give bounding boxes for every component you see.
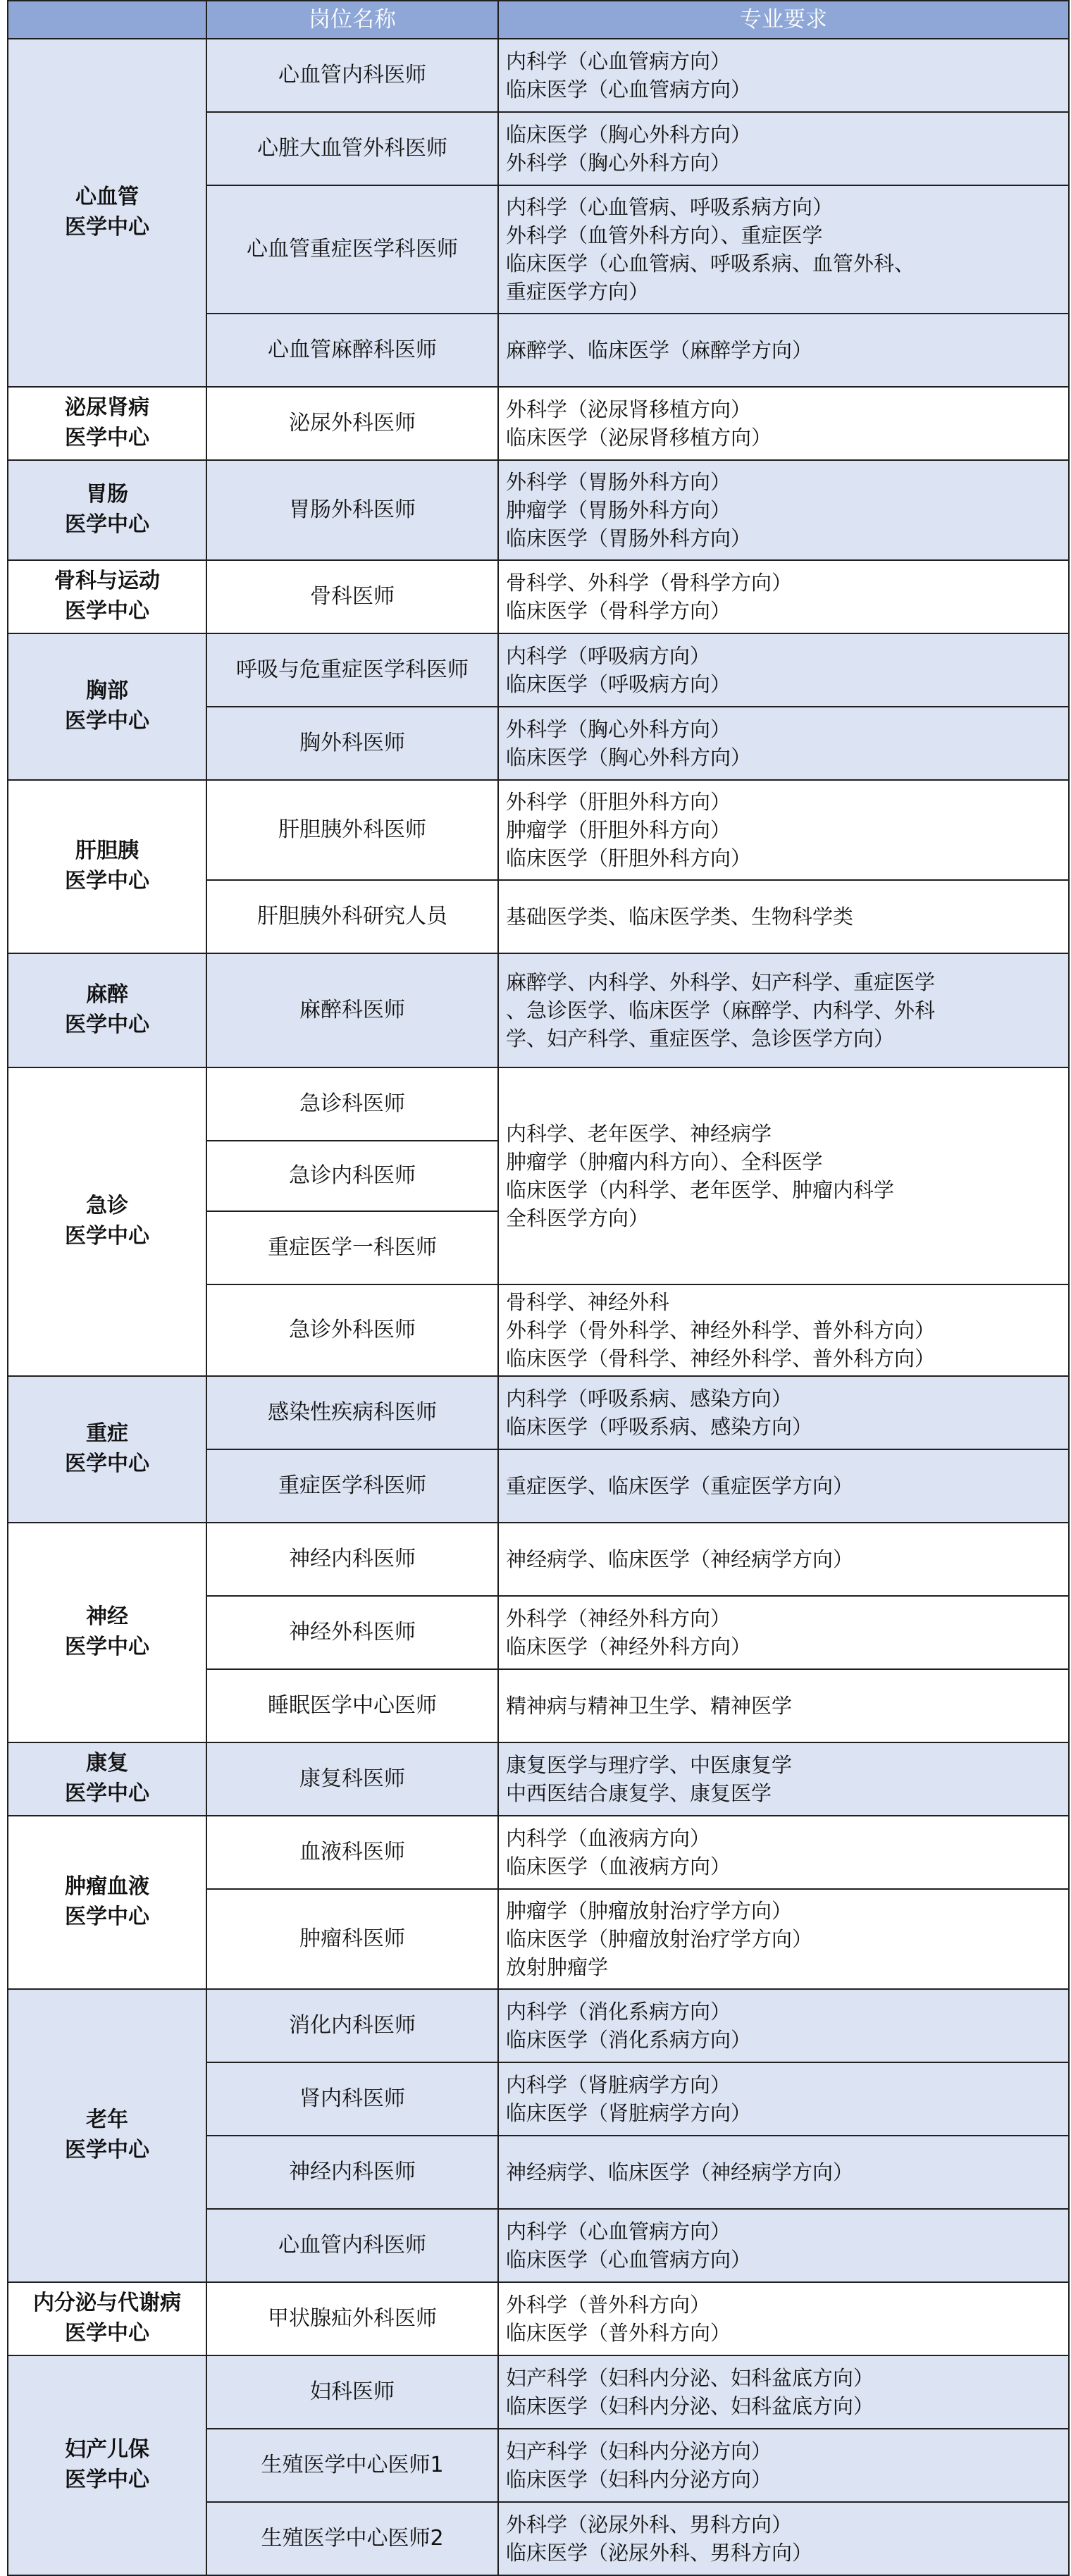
post-name-line: 骨科医师 [310,584,395,609]
requirement-line: 内科学（心血管病方向） [506,2219,731,2244]
table-row [8,460,1069,560]
post-name-cell [206,633,498,707]
post-name-line: 胃肠外科医师 [289,497,416,522]
center-name-line: 医学中心 [65,1451,149,1477]
post-name-cell [206,1141,498,1211]
requirement-line: 妇产科学（妇科内分泌方向） [506,2439,772,2464]
requirement-cell [498,1669,1069,1742]
post-name-cell [206,2429,498,2502]
center-name-line: 医学中心 [65,599,149,624]
post-name-line: 急诊内科医师 [289,1163,416,1188]
requirement-line: 临床医学（妇科内分泌、妇科盆底方向） [506,2394,874,2419]
post-name-line: 心脏大血管外科医师 [257,136,447,161]
requirement-cell [498,1816,1069,1889]
post-name-line: 肿瘤科医师 [299,1926,405,1952]
requirement-line: 重症医学方向） [506,280,650,304]
requirement-line: 内科学（肾脏病学方向） [506,2073,731,2098]
requirement-line: 临床医学（胃肠外科方向） [506,526,752,550]
center-name-line: 妇产儿保 [65,2437,149,2463]
center-name-cell [8,1523,206,1742]
post-name-line: 神经内科医师 [289,1547,416,1572]
requirement-cell [498,1284,1069,1376]
post-name-line: 麻醉科医师 [299,998,405,1022]
requirement-line: 麻醉学、临床医学（麻醉学方向） [506,338,813,362]
post-name-cell [206,387,498,460]
requirement-line: 外科学（胃肠外科方向） [506,469,731,494]
requirement-line: 临床医学（胸心外科方向） [506,745,752,769]
requirement-cell [498,1376,1069,1449]
requirement-cell [498,1596,1069,1669]
post-name-line: 康复科医师 [299,1766,405,1792]
requirement-cell [498,707,1069,780]
post-name-cell [206,1889,498,1989]
post-name-cell [206,1523,498,1596]
post-name-line: 胸外科医师 [299,731,405,755]
table-row [8,2282,1069,2355]
center-name-cell [8,1742,206,1816]
post-name-line: 神经外科医师 [289,1620,416,1645]
center-name-cell [8,39,206,387]
post-name-cell [206,185,498,314]
requirement-cell [498,1989,1069,2062]
center-name-line: 泌尿肾病 [65,395,149,421]
requirement-line: 临床医学（泌尿肾移植方向） [506,426,772,450]
requirement-cell [498,2429,1069,2502]
post-name-cell [206,2136,498,2209]
table-header-row [8,1,1069,39]
post-name-cell [206,2062,498,2136]
center-name-cell [8,1376,206,1523]
center-name-cell [8,1816,206,1989]
center-name-line: 医学中心 [65,512,149,537]
post-name-line: 妇科医师 [310,2379,395,2405]
center-name-line: 肿瘤血液 [65,1874,149,1900]
requirement-line: 内科学（呼吸病方向） [506,643,711,668]
center-name-cell [8,460,206,560]
center-name-cell [8,780,206,953]
post-name-cell [206,314,498,387]
requirement-line: 外科学（胸心外科方向） [506,151,731,175]
requirement-line: 临床医学（神经外科方向） [506,1635,752,1659]
requirement-line: 外科学（血管外科方向）、重症医学 [506,223,823,247]
center-name-line: 医学中心 [65,2467,149,2493]
center-name-line: 心血管 [75,185,139,210]
requirement-line: 外科学（泌尿外科、男科方向） [506,2513,793,2537]
requirement-line: 骨科学、神经外科 [506,1290,670,1314]
post-name-line: 重症医学科医师 [278,1473,426,1499]
post-name-line: 睡眠医学中心医师 [268,1693,437,1719]
center-name-line: 麻醉 [86,982,128,1008]
table-row [8,953,1069,1067]
post-name-line: 消化内科医师 [289,2013,416,2038]
requirement-line: 中西医结合康复学、康复医学 [506,1781,772,1806]
requirement-line: 肿瘤学（肿瘤内科方向）、全科医学 [506,1149,823,1174]
post-name-cell [206,560,498,633]
center-name-line: 医学中心 [65,709,149,733]
post-name-line: 急诊外科医师 [289,1318,416,1343]
requirement-cell [498,880,1069,953]
post-name-cell [206,1211,498,1284]
post-name-cell [206,1376,498,1449]
post-name-line: 甲状腺疝外科医师 [268,2306,437,2332]
requirement-cell [498,2502,1069,2575]
table-row [8,560,1069,633]
post-name-line: 血液科医师 [299,1840,405,1865]
requirement-line: 临床医学（消化系病方向） [506,2028,752,2052]
post-name-cell [206,2502,498,2575]
requirement-line: 神经病学、临床医学（神经病学方向） [506,2160,854,2185]
post-name-cell [206,1669,498,1742]
requirement-cell [498,1523,1069,1596]
requirement-line: 外科学（骨外科学、神经外科学、普外科方向） [506,1318,936,1343]
header-center: 中心 [8,1,206,39]
center-name-line: 老年 [86,2107,128,2133]
requirement-cell [498,780,1069,880]
requirement-line: 肿瘤学（肝胆外科方向） [506,817,731,842]
post-name-cell [206,1816,498,1889]
requirement-cell [498,314,1069,387]
requirement-line: 外科学（泌尿肾移植方向） [506,397,752,421]
center-name-line: 肝胆胰 [75,838,139,864]
center-name-line: 医学中心 [65,2138,149,2163]
post-name-cell [206,2282,498,2355]
requirement-line: 外科学（胸心外科方向） [506,717,731,741]
post-name-line: 心血管内科医师 [278,2233,426,2258]
table-row [8,1376,1069,1449]
table-row [8,633,1069,707]
requirement-line: 临床医学（心血管病、呼吸系病、血管外科、 [506,252,915,275]
recruitment-table [7,0,1070,2576]
requirement-cell [498,633,1069,707]
post-name-cell [206,1284,498,1376]
table-row [8,387,1069,460]
requirement-cell [498,2136,1069,2209]
post-name-line: 生殖医学中心医师1 [261,2453,444,2478]
requirement-line: 麻醉学、内科学、外科学、妇产科学、重症医学 [506,970,936,994]
requirement-line: 基础医学类、临床医学类、生物科学类 [506,904,854,929]
requirement-line: 临床医学（心血管病方向） [506,2248,752,2272]
requirement-line: 临床医学（肿瘤放射治疗学方向） [506,1927,813,1952]
center-name-line: 康复 [86,1751,128,1776]
requirement-line: 内科学（呼吸系病、感染方向） [506,1387,793,1411]
requirement-cell [498,2209,1069,2282]
requirement-line: 肿瘤学（胃肠外科方向） [506,497,731,522]
center-name-cell [8,560,206,633]
requirement-cell [498,2355,1069,2429]
requirement-cell [498,460,1069,560]
header-requirement: 专业要求 [498,1,1069,39]
post-name-cell [206,460,498,560]
post-name-line: 泌尿外科医师 [289,411,416,435]
post-name-line: 肝胆胰外科医师 [278,817,426,842]
center-name-line: 医学中心 [65,1781,149,1807]
requirement-cell [498,1889,1069,1989]
center-name-line: 重症 [86,1421,128,1447]
center-name-line: 胃肠 [86,482,128,507]
post-name-line: 心血管内科医师 [278,63,426,87]
post-name-cell [206,780,498,880]
requirement-line: 临床医学（心血管病方向） [506,78,752,101]
requirement-line: 精神病与精神卫生学、精神医学 [506,1694,793,1719]
table-row [8,1742,1069,1816]
requirement-line: 临床医学（血液病方向） [506,1854,731,1879]
post-name-cell [206,707,498,780]
center-name-line: 医学中心 [65,1905,149,1930]
requirement-line: 骨科学、外科学（骨科学方向） [506,570,793,595]
requirement-line: 临床医学（妇科内分泌方向） [506,2467,772,2492]
center-name-line: 医学中心 [65,1224,149,1249]
requirement-line: 临床医学（呼吸系病、感染方向） [506,1415,813,1439]
requirement-line: 临床医学（普外科方向） [506,2321,731,2346]
center-name-line: 医学中心 [65,215,149,240]
post-name-line: 感染性疾病科医师 [268,1400,437,1425]
requirement-line: 重症医学、临床医学（重症医学方向） [506,1474,854,1499]
post-name-cell [206,1742,498,1816]
table-row [8,1523,1069,1596]
requirement-line: 临床医学（骨科学、神经外科学、普外科方向） [506,1346,936,1371]
requirement-line: 内科学（血液病方向） [506,1826,711,1851]
post-name-line: 呼吸与危重症医学科医师 [236,657,469,682]
post-name-cell [206,1989,498,2062]
center-name-line: 神经 [86,1604,128,1630]
table-row [8,2355,1069,2429]
center-name-line: 医学中心 [65,869,149,893]
requirement-line: 内科学（心血管病方向） [506,49,731,73]
requirement-cell [498,2062,1069,2136]
post-name-line: 重症医学一科医师 [268,1235,437,1260]
requirement-cell [498,2282,1069,2355]
center-name-line: 医学中心 [65,2321,149,2346]
post-name-line: 神经内科医师 [289,2160,416,2185]
requirement-cell [498,39,1069,112]
table-row [8,1989,1069,2062]
table-row [8,780,1069,880]
post-name-cell [206,2209,498,2282]
requirement-cell [498,1449,1069,1523]
center-name-line: 骨科与运动 [54,569,160,594]
requirement-line: 学、妇产科学、重症医学、急诊医学方向） [506,1027,895,1051]
requirement-cell [498,112,1069,185]
post-name-cell [206,1067,498,1141]
requirement-cell [498,1067,1069,1284]
post-name-cell [206,953,498,1067]
center-name-cell [8,1067,206,1376]
requirement-line: 临床医学（骨科学方向） [506,599,731,623]
requirement-line: 临床医学（肾脏病学方向） [506,2101,752,2126]
post-name-cell [206,112,498,185]
center-name-line: 内分泌与代谢病 [33,2291,181,2316]
post-name-line: 生殖医学中心医师2 [261,2526,444,2551]
table-row [8,39,1069,112]
header-post: 岗位名称 [206,1,498,39]
requirement-line: 神经病学、临床医学（神经病学方向） [506,1547,854,1572]
center-name-cell [8,2282,206,2355]
requirement-line: 临床医学（呼吸病方向） [506,672,731,696]
post-name-cell [206,880,498,953]
requirement-line: 康复医学与理疗学、中医康复学 [506,1753,793,1778]
requirement-line: 临床医学（内科学、老年医学、肿瘤内科学 [506,1178,895,1202]
center-name-cell [8,387,206,460]
center-name-cell [8,633,206,780]
center-name-cell [8,1989,206,2282]
requirement-line: 外科学（肝胆外科方向） [506,789,731,814]
requirement-line: 内科学（心血管病、呼吸系病方向） [506,194,834,219]
requirement-line: 全科医学方向） [506,1206,650,1231]
post-name-cell [206,1596,498,1669]
post-name-line: 心血管麻醉科医师 [268,338,437,362]
post-name-cell [206,1449,498,1523]
post-name-line: 心血管重症医学科医师 [247,237,458,261]
table-row [8,1067,1069,1141]
table-body [8,39,1069,2575]
center-name-cell [8,2355,206,2575]
requirement-cell [498,953,1069,1067]
center-name-line: 医学中心 [65,426,149,450]
center-name-line: 医学中心 [65,1635,149,1660]
requirement-line: 内科学（消化系病方向） [506,2000,731,2024]
requirement-line: 临床医学（泌尿外科、男科方向） [506,2541,813,2565]
center-name-cell [8,953,206,1067]
requirement-cell [498,560,1069,633]
center-name-line: 急诊 [86,1194,128,1219]
post-name-line: 急诊科医师 [299,1091,405,1116]
post-name-cell [206,2355,498,2429]
requirement-line: 临床医学（胸心外科方向） [506,122,752,147]
post-name-line: 肝胆胰外科研究人员 [257,904,447,929]
requirement-line: 放射肿瘤学 [506,1955,609,1980]
table-row [8,1816,1069,1889]
center-name-line: 医学中心 [65,1013,149,1037]
requirement-line: 临床医学（肝胆外科方向） [506,846,752,870]
requirement-cell [498,1742,1069,1816]
requirement-line: 、急诊医学、临床医学（麻醉学、内科学、外科 [506,998,936,1022]
requirement-line: 妇产科学（妇科内分泌、妇科盆底方向） [506,2366,874,2391]
requirement-line: 肿瘤学（肿瘤放射治疗学方向） [506,1899,793,1924]
requirement-cell [498,387,1069,460]
center-name-line: 胸部 [86,679,128,704]
post-name-cell [206,39,498,112]
requirement-cell [498,185,1069,314]
requirement-line: 内科学、老年医学、神经病学 [506,1121,772,1146]
requirement-line: 外科学（神经外科方向） [506,1606,731,1631]
post-name-line: 肾内科医师 [299,2086,405,2112]
requirement-line: 外科学（普外科方向） [506,2293,711,2317]
